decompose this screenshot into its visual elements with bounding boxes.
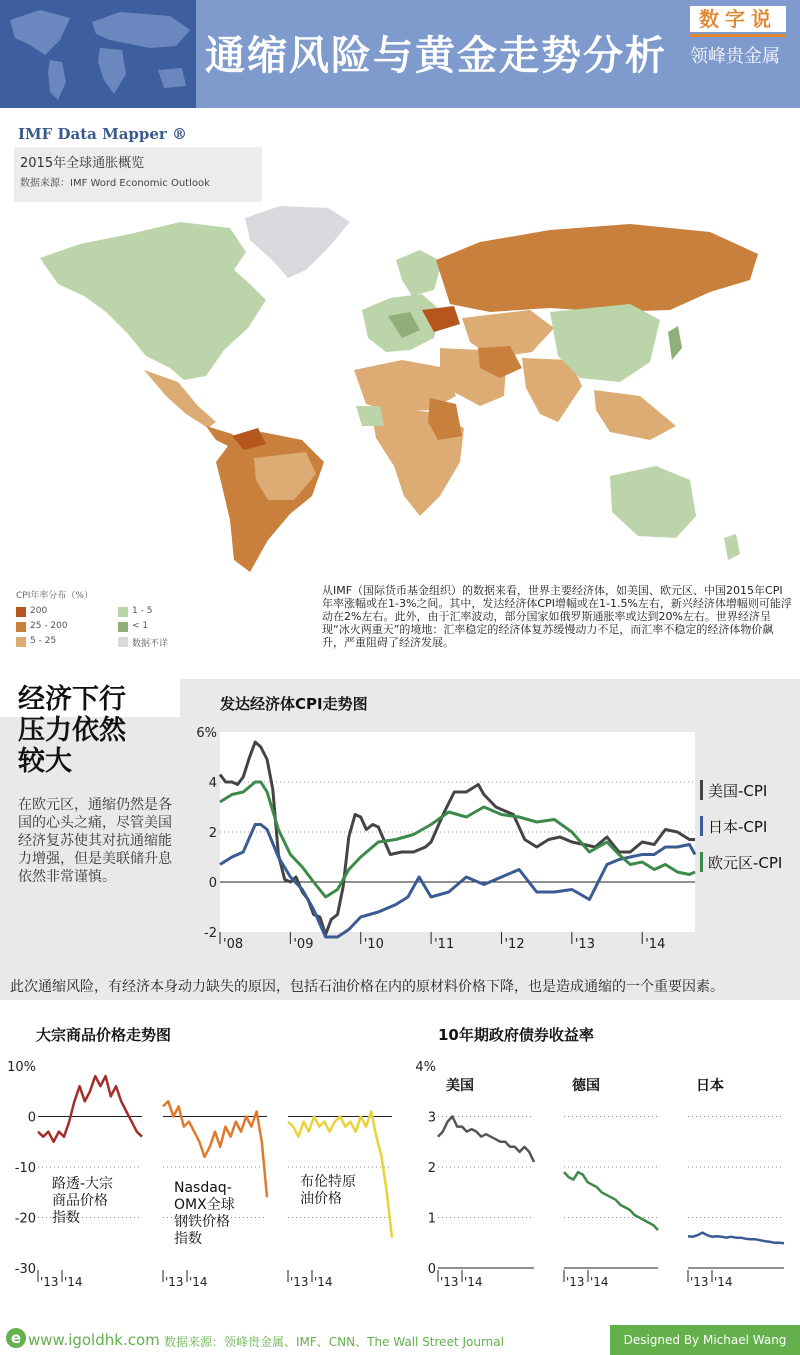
commodity-y-tick-label: 10% [7,1060,36,1075]
commodity-x-tick-label: '13 [165,1275,184,1289]
commodity-label-2-line: 油价格 [300,1191,342,1207]
cpi-legend-bar-1 [700,816,703,836]
section-heading [18,684,178,777]
cpi-y-tick-label: 4 [208,776,217,791]
commodity-label-1-line: 指数 [174,1231,202,1247]
cpi-legend-label-1: 日本-CPI [708,818,768,836]
map-region-australia [610,466,696,538]
section-heading-line-1: 经济下行 [18,684,126,715]
legend-swatch-5-25 [16,637,26,647]
bond-x-tick-label: '13 [690,1275,709,1289]
cpi-x-tick-label: '13 [574,937,595,952]
commodity-y-tick-label: -10 [14,1161,36,1176]
commodity-x-tick-label: '14 [189,1275,208,1289]
legend-swatch-na [118,637,128,647]
commodity-y-tick-label: -30 [14,1262,36,1277]
bond-panel-1 [564,1066,658,1268]
commodity-label-0-line: 指数 [52,1210,80,1226]
cpi-legend-label-0: 美国-CPI [708,782,768,800]
legend-label-5-25: 5 - 25 [30,636,57,646]
map-region-japan [668,326,682,360]
commodity-x-tick-label: '13 [40,1275,59,1289]
map-legend-title: CPI年率分布（%） [16,591,93,601]
map-region-greenland [245,206,350,278]
map-region-south-america [216,432,324,572]
brand-name: 领峰贵金属 [690,46,780,67]
cpi-x-tick-label: '11 [434,937,455,952]
commodity-y-tick-label: -20 [14,1211,36,1227]
header-world-map-graphic [0,0,196,108]
footer-designer-credit: Designed By Michael Wang [610,1325,800,1355]
world-inflation-map [10,200,790,580]
cpi-y-tick-label: 2 [208,826,217,841]
section-heading-line-2: 压力依然 [18,715,126,746]
map-source: 数据来源：IMF Word Economic Outlook [20,178,210,189]
brand-tag: 数字说 [690,6,786,32]
commodity-label-0-line: 商品价格 [52,1193,108,1209]
commodity-y-tick-label: 0 [27,1110,36,1126]
map-title: 2015年全球通胀概览 [20,156,145,171]
map-region-russia [436,224,758,312]
cpi-plot-area [220,732,695,932]
bond-chart-title: 10年期政府债券收益率 [438,1026,594,1044]
bond-x-tick-label: '14 [464,1275,483,1289]
commodity-price-charts [0,1050,400,1295]
cpi-x-tick-label: '09 [293,937,314,952]
legend-swatch-25-200 [16,622,26,632]
bond-x-tick-label: '13 [440,1275,459,1289]
footer-website-link[interactable]: www.igoldhk.com [28,1331,160,1349]
commodity-label-1-line: Nasdaq- [174,1180,232,1196]
cpi-y-tick-label: -2 [204,926,217,941]
cpi-chart-title: 发达经济体CPI走势图 [220,695,368,713]
legend-label-lt1: < 1 [132,621,149,631]
inflation-intro-text: 从IMF（国际货币基金组织）的数据来看，世界主要经济体，如美国、欧元区、中国2015年CPI年率涨幅或在1-3%之间。其中，发达经济体CPI增幅或在1-1.5%左右，新兴经济体增幅则可能浮动在2%左右。此外，由于汇率波动，部分国家如俄罗斯通胀率或达到20%左右。世界经济呈现“冰火两重天”的境地：汇率稳定的经济体复苏缓慢动力不足，而汇率不稳定的经济体物价飙升，严重阻碍了经济发展。 [322,584,792,649]
cpi-legend-label-2: 欧元区-CPI [708,854,783,872]
map-region-new-zealand [724,534,740,560]
commodity-label-1-line: 钢铁价格 [174,1214,230,1230]
commodity-label-0-line: 路透-大宗 [52,1176,114,1192]
cpi-x-tick-label: '08 [223,937,244,952]
imf-data-mapper-title: IMF Data Mapper ® [18,125,188,143]
commodity-chart-title: 大宗商品价格走势图 [36,1026,172,1044]
brand-divider [690,34,786,37]
bond-label-0: 美国 [446,1078,474,1094]
cpi-legend-bar-0 [700,780,703,800]
bond-label-1: 德国 [572,1078,600,1094]
section-heading-line-3: 较大 [18,746,72,777]
bond-x-tick-label: '14 [590,1275,609,1289]
cpi-line-chart [190,720,795,965]
legend-label-200: 200 [30,606,48,616]
bond-y-tick-label: 3 [427,1110,436,1126]
map-region-southeast-asia [594,390,676,440]
cpi-y-tick-label: 0 [208,876,217,891]
bond-y-tick-label: 4% [415,1060,436,1075]
cpi-legend-bar-2 [700,852,703,872]
commodity-x-tick-label: '14 [64,1275,83,1289]
legend-swatch-lt1 [118,622,128,632]
cpi-x-tick-label: '14 [645,937,666,952]
bond-yield-charts [408,1050,800,1295]
footer-source: 数据来源：领峰贵金属、IMF、CNN、The Wall Street Journal [164,1335,504,1349]
legend-swatch-200 [16,607,26,617]
cpi-x-tick-label: '12 [504,937,525,952]
bond-y-tick-label: 1 [427,1211,436,1227]
cpi-x-tick-label: '10 [363,937,384,952]
legend-label-na: 数据不详 [132,639,169,649]
legend-label-25-200: 25 - 200 [30,621,68,631]
bond-y-tick-label: 0 [427,1262,436,1277]
section-body-text: 在欧元区，通缩仍然是各国的心头之痛，尽管美国经济复苏使其对抗通缩能力增强，但是美联储升息依然非常谨慎。 [18,797,172,885]
bond-x-tick-label: '14 [714,1275,733,1289]
commodity-x-tick-label: '14 [314,1275,333,1289]
page-title: 通缩风险与黄金走势分析 [205,33,667,79]
commodity-label-2-line: 布伦特原 [300,1174,356,1190]
map-region-mexico [144,370,216,428]
bond-x-tick-label: '13 [566,1275,585,1289]
deflation-explanation-text: 此次通缩风险，有经济本身动力缺失的原因，包括石油价格在内的原材料价格下降，也是造成通缩的一个重要因素。 [10,979,724,995]
legend-swatch-1-5 [118,607,128,617]
map-region-scandinavia [396,250,442,296]
legend-label-1-5: 1 - 5 [132,606,153,616]
footer-logo-icon: e [6,1328,26,1348]
commodity-x-tick-label: '13 [290,1275,309,1289]
bond-y-tick-label: 2 [427,1161,436,1176]
commodity-label-1-line: OMX全球 [174,1197,235,1213]
map-region-west-africa-low [356,406,384,426]
bond-label-2: 日本 [696,1078,724,1094]
map-region-north-america [40,222,266,380]
cpi-y-tick-label: 6% [196,726,217,741]
